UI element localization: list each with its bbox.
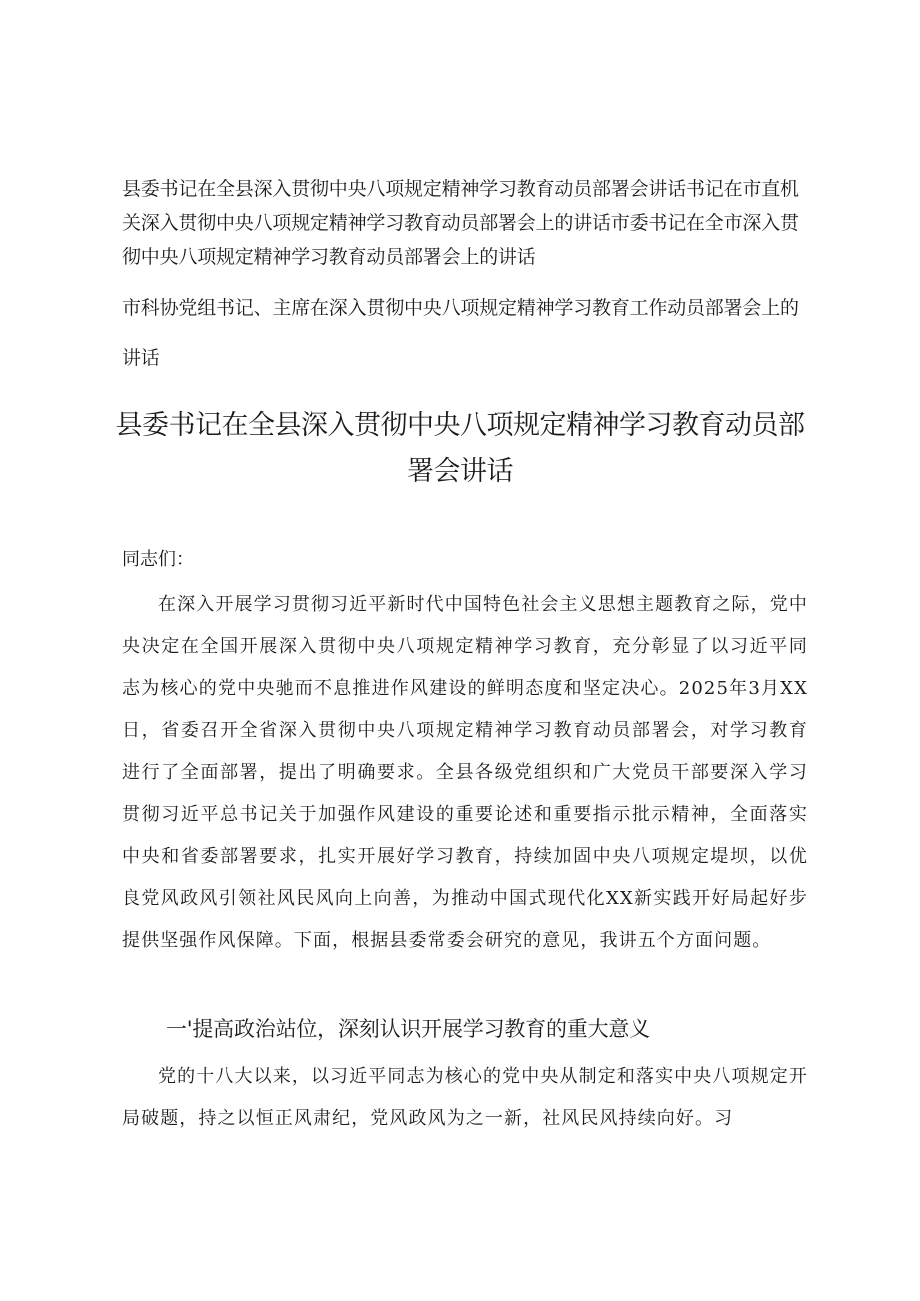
paragraph-2: 党的十八大以来，以习近平同志为核心的党中央从制定和落实中央八项规定开局破题，持之以恒正风肃纪，党风政风为之一新，社风民风持续向好。习: [122, 1066, 808, 1129]
toc-entry-2: 市科协党组书记、主席在深入贯彻中央八项规定精神学习教育工作动员部署会上的讲话: [122, 297, 799, 369]
paragraph-1: 在深入开展学习贯彻习近平新时代中国特色社会主义思想主题教育之际，党中央决定在全国开展深入贯彻中央八项规定精神学习教育，充分彰显了以习近平同志为核心的党中央驰而不息推进作风建设的鲜明态度和坚定决心。2025年3月XX日，省委召开全省深入贯彻中央八项规定精神学习教育动员部署会，对学习教育进行了全面部署，提出了明确要求。全县各级党组织和广大党员干部要深入学习贯彻习近平总书记关于加强作风建设的重要论述和重要指示批示精神，全面落实中央和省委部署要求，扎实开展好学习教育，持续加固中央八项规定堤坝，以优良党风政风引领社风民风向上向善，为推动中国式现代化XX新实践开好局起好步提供坚强作风保障。下面，根据县委常委会研究的意见，我讲五个方面问题。: [122, 594, 808, 951]
salutation: 同志们：: [122, 549, 194, 570]
toc-entry-1: 县委书记在全县深入贯彻中央八项规定精神学习教育动员部署会讲话书记在市直机关深入贯彻中央八项规定精神学习教育动员部署会上的讲话市委书记在全市深入贯彻中央八项规定精神学习教育动员部署会上的讲话: [122, 178, 799, 268]
section-1-heading: 一'提高政治站位，深刻认识开展学习教育的重大意义: [166, 1017, 650, 1041]
document-title: 县委书记在全县深入贯彻中央八项规定精神学习教育动员部署会讲话: [115, 410, 805, 487]
